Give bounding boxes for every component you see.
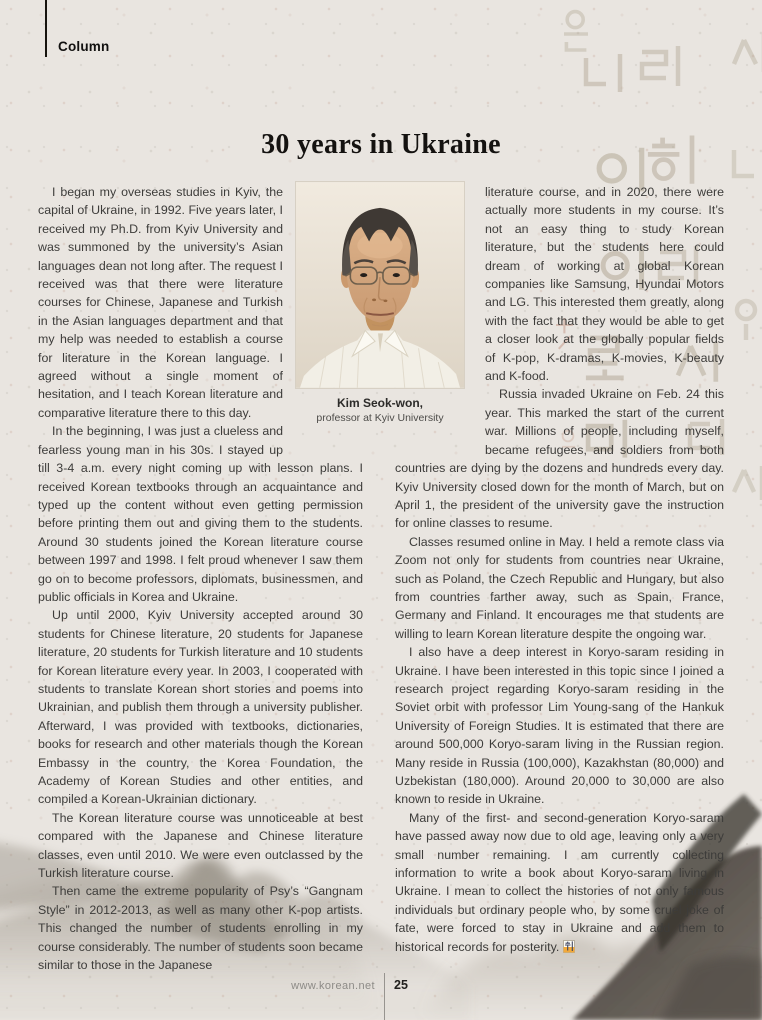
- article-paragraph: Then came the extreme popularity of Psy’s “Gangnam Style” in 2012-2013, as well as many other K-pop artists. This changed the number of students enrolling in my course considerably. The number of students soon became similar to those in the Japanese: [38, 884, 363, 973]
- article-body: [38, 183, 724, 974]
- footer-divider: [384, 973, 385, 1020]
- footer-page-number: 25: [394, 978, 408, 992]
- article-paragraph: I also have a deep interest in Koryo-saram residing in Ukraine. I have been interested in this topic since I joined a research project regarding Koryo-saram residing in the Soviet orbit with professor Lim Young-sang of the Hankuk University of Foreign Studies. It is estimated that there are around 500,000 Koryo-saram living in the Russian region. Many reside in Russia (100,000), Kazakhstan (80,000) and Uzbekistan (180,000). Around 20,000 to 30,000 are also known to reside in Ukraine.: [395, 645, 724, 807]
- article-paragraph: [395, 809, 724, 956]
- article-paragraph: I began my overseas studies in Kyiv, the capital of Ukraine, in 1992. Five years later, I received my Ph.D. from Kyiv University and was summoned by the university’s Asian languages dean not long after. The request I received was that there were literature courses for Chinese, Japanese and Turkish in the Asian languages department and that my help was needed to establish a course for literature in the Korean language. I agreed without a single moment of hesitation, and I teach Korean literature and comparative literature there to this day.: [38, 185, 283, 420]
- article-paragraph: Russia invaded Ukraine on Feb. 24 this year. This marked the start of the current war. Millions of people, including myself, became refugees, and soldiers from both countries are dying by the dozens and hundreds every day. Kyiv University closed down for the month of March, but on April 1, the president of the university gave the instruction for online classes to resume.: [395, 387, 724, 531]
- footer-site-url[interactable]: www.korean.net: [291, 980, 375, 992]
- kicker-label: Column: [58, 39, 110, 54]
- portrait-photo: [295, 181, 465, 389]
- photo-caption-name: Kim Seok-won,: [336, 396, 423, 410]
- article-paragraph: The Korean literature course was unnoticeable at best compared with the Japanese and Chinese literature classes, even until 2010. We were even outclassed by the Turkish literature course.: [38, 810, 363, 881]
- photo-caption-role: professor at Kyiv University: [316, 412, 444, 424]
- page-title: 30 years in Ukraine: [261, 128, 501, 160]
- portrait-figure: [295, 181, 465, 424]
- kicker-rule: [45, 0, 47, 57]
- article-paragraph: literature course, and in 2020, there were actually more students in my course. It’s not an easy thing to study Korean literature, but the students here could dream of working at global Korean companies like Samsung, Hyundai Motors and LG. This interested them greatly, along with the fact that they would be able to get a closer look at the globally popular fields of K-pop, K-dramas, K-movies, K-beauty and K-food.: [485, 185, 724, 384]
- article-paragraph: Classes resumed online in May. I held a remote class via Zoom not only for students from countries near Ukraine, such as Poland, the Czech Republic and Hungary, but also from countries farther away, such as Spain, France, Germany and Finland. It encourages me that students are willing to learn Korean literature despite the ongoing war.: [395, 534, 724, 641]
- article-paragraph: In the beginning, I was just a clueless and fearless young man in his 30s. I stayed up till 3-4 a.m. every night coming up with lesson plans. I received Korean textbooks through an acquaintance and typed up the content without even getting permission before printing them out and giving them to the students. Around 30 students joined the Korean literature course between 1997 and 1998. I felt proud whenever I saw them go on to become professors, diplomats, businessmen, and public officials in Korea and Ukraine.: [38, 424, 363, 604]
- article-paragraph-text: Many of the first- and second-generation Koryo-saram have passed away now due to old age, leaving only a very small number remaining. I am currently collecting information to write a book about Koryo-saram living in Ukraine. I mean to collect the histories of not only famous individuals but ordinary people who, by some cruel joke of fate, were forced to stay in Ukraine and add them to historical records for posterity.: [395, 810, 724, 954]
- article-paragraph: Up until 2000, Kyiv University accepted around 30 students for Chinese literature, 20 students for Japanese literature, 20 students for Turkish literature and 10 students for Korean literature every year. In 2003, I cooperated with students to translate Korean short stories and poems into Ukrainian, and publish them through a university publisher. Afterward, I was provided with textbooks, dictionaries, books for research and other materials though the Korean Embassy in the country, the Korea Foundation, the Academy of Korean Studies and other entities, and compiled a Korean-Ukrainian dictionary.: [38, 608, 363, 807]
- article-end-mark-icon: [563, 940, 575, 953]
